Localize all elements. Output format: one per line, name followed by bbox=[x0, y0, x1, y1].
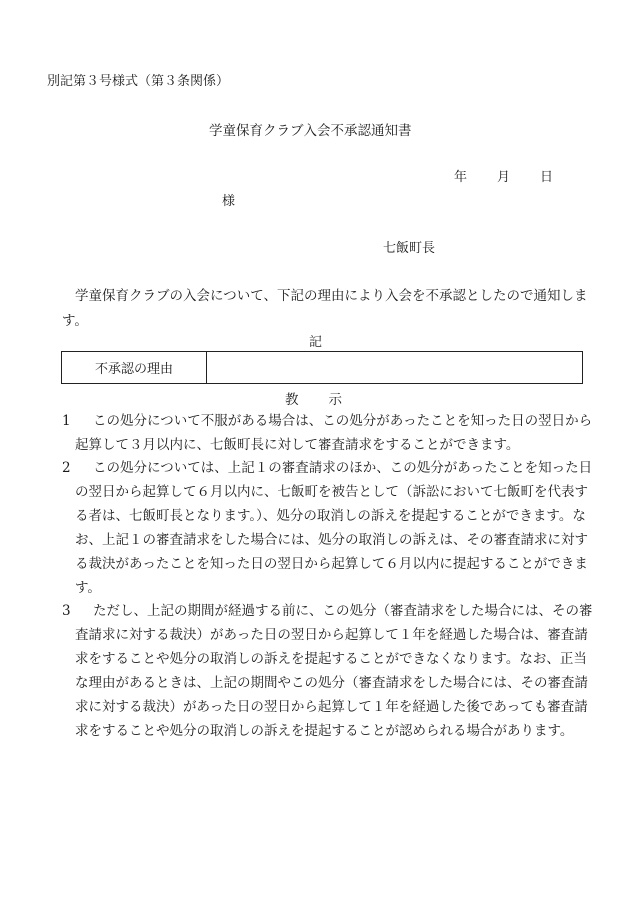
notice-item-2 bbox=[62, 456, 594, 600]
notice-item-number: 1 bbox=[62, 413, 71, 429]
notice-item-text: ただし、上記の期間が経過する前に、この処分（審査請求をした場合には、その審査請求に対する裁決）があった日の翌日から起算して１年を経過した場合は、審査請求をすることや処分の取消しの訴えを提起することができなくなります。なお、正当な理由があるときは、上記の期間やこの処分（審査請求をした場合には、その審査請求に対する裁決）があった日の翌日から起算して１年を経過した後であっても審査請求をすることや処分の取消しの訴えを提起することが認められる場合があります。 bbox=[75, 603, 593, 739]
addressee-suffix: 様 bbox=[222, 194, 236, 209]
notice-item-1 bbox=[62, 409, 594, 457]
notice-heading bbox=[285, 388, 342, 408]
reason-table bbox=[61, 351, 583, 384]
notice-heading-char-2: 示 bbox=[328, 392, 342, 408]
notification-body: 学童保育クラブの入会について、下記の理由により入会を不承認としたので通知します。 bbox=[62, 288, 588, 329]
notice-item-number: 2 bbox=[62, 460, 71, 476]
form-label: 別記第３号様式（第３条関係） bbox=[47, 74, 230, 89]
ki-heading: 記 bbox=[309, 335, 323, 350]
date-day-label: 日 bbox=[540, 170, 554, 185]
document-title: 学童保育クラブ入会不承認通知書 bbox=[209, 123, 412, 139]
date-line bbox=[454, 166, 553, 185]
issuer-name: 七飯町長 bbox=[383, 241, 436, 256]
notice-heading-char-1: 教 bbox=[285, 392, 299, 408]
reason-label-cell: 不承認の理由 bbox=[62, 352, 207, 383]
date-month-label: 月 bbox=[497, 170, 511, 185]
date-year-label: 年 bbox=[454, 170, 468, 185]
notice-item-3 bbox=[62, 599, 594, 743]
notice-item-number: 3 bbox=[62, 603, 71, 619]
notice-item-text: この処分について不服がある場合は、この処分があったことを知った日の翌日から起算して３月以内に、七飯町長に対して審査請求をすることができます。 bbox=[75, 413, 593, 453]
reason-value-cell bbox=[207, 352, 582, 383]
notice-item-text: この処分については、上記１の審査請求のほか、この処分があったことを知った日の翌日から起算して６月以内に、七飯町を被告として（訴訟において七飯町を代表する者は、七飯町長となります。）、処分の取消しの訴えを提起することができます。なお、上記１の審査請求をした場合には、処分の取消しの訴えは、その審査請求に対する裁決があったことを知った日の翌日から起算して６月以内に提起することができます。 bbox=[75, 460, 593, 596]
